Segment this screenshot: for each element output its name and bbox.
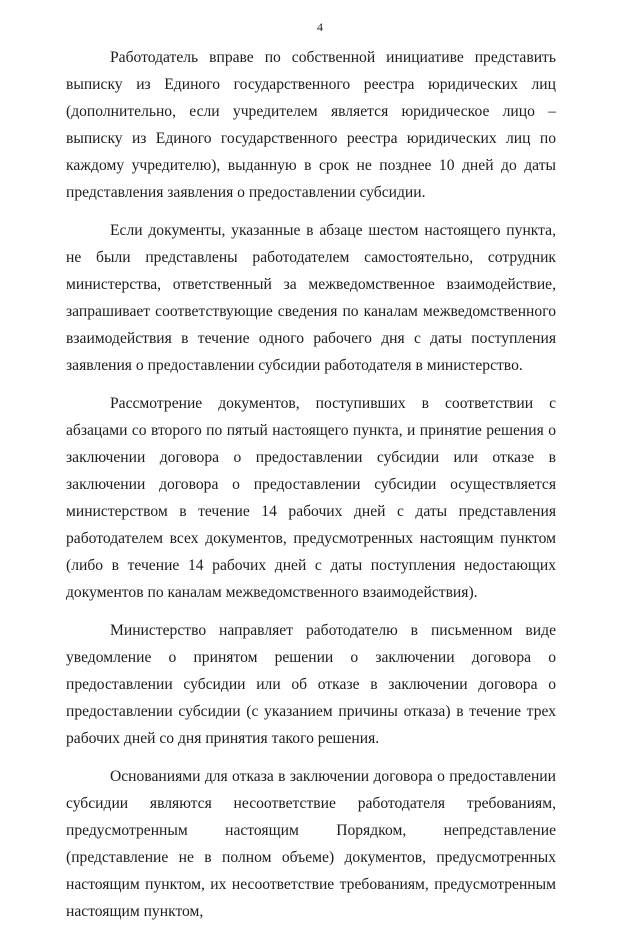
paragraph-interagency-request: Если документы, указанные в абзаце шестом настоящего пункта, не были представлены работодателем самостоятельно, сотрудник министерства, ответственный за межведомственное взаимодействие, запрашивает соответствующие сведения по каналам межведомственного взаимодействия в течение одного рабочего дня с даты поступления заявления о предоставлении субсидии работодателя в министерство. [66, 222, 556, 374]
body-text [66, 44, 556, 925]
page-number: 4 [317, 20, 323, 34]
paragraph-notification: Министерство направляет работодателю в письменном виде уведомление о принятом решении о заключении договора о предоставлении субсидии или об отказе в заключении договора о предоставлении субсидии (с указанием причины отказа) в течение трех рабочих дней со дня принятия такого решения. [66, 622, 556, 747]
paragraph-extract-option: Работодатель вправе по собственной инициативе представить выписку из Единого государственного реестра юридических лиц (дополнительно, если учредителем является юридическое лицо – выписку из Единого государственного реестра юридических лиц по каждому учредителю), выданную в срок не позднее 10 дней до даты представления заявления о предоставлении субсидии. [66, 49, 556, 201]
paragraph-refusal-grounds: Основаниями для отказа в заключении договора о предоставлении субсидии являются несоответствие работодателя требованиям, предусмотренным настоящим Порядком, непредставление (представление не в полном объеме) документов, предусмотренных настоящим пунктом, их несоответствие требованиям, предусмотренным настоящим пунктом, [66, 768, 556, 920]
paragraph-review-period: Рассмотрение документов, поступивших в соответствии с абзацами со второго по пятый настоящего пункта, и принятие решения о заключении договора о предоставлении субсидии или отказе в заключении договора о предоставлении субсидии осуществляется министерством в течение 14 рабочих дней с даты представления работодателем всех документов, предусмотренных настоящим пунктом (либо в течение 14 рабочих дней с даты поступления недостающих документов по каналам межведомственного взаимодействия). [66, 395, 556, 601]
